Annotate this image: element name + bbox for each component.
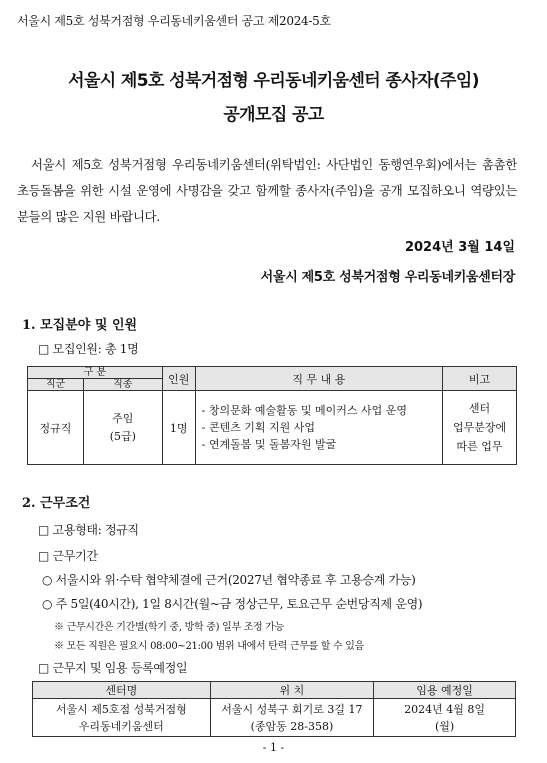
col-gubun: 구 분 [28,367,163,379]
announcement-date: 2024년 3월 14일 [404,240,515,255]
intro-text: 서울시 제5호 성북거점형 우리동네키움센터(위탁법인: 사단법인 동행연우회)에서는 촘촘한 초등돌봄을 위한 시설 운영에 사명감을 갖고 함께할 종사자(주임)을 공개 모집하오니 역량있는 분들의 많은 지원 바랍니다. [17,157,517,224]
note-item: ※ 모든 직원은 필요시 08:00~21:00 범위 내에서 탄력 근무를 할 수 있음 [54,641,365,652]
employment-type: □ 고용형태: 정규직 [38,523,139,537]
col-duties: 직 무 내 용 [195,367,442,391]
page-number: - 1 - [262,741,285,754]
cell-remarks [443,391,517,465]
date-line: (월) [435,719,455,733]
address-line: (종암동 28-358) [250,719,334,733]
col-date: 임용 예정일 [374,682,516,699]
note-item: ※ 근무시간은 기간별(학기 중, 방학 중) 일부 조정 가능 [54,622,285,633]
cell-jikgun: 정규직 [28,391,84,465]
intro-paragraph [17,152,517,230]
date-line: 2024년 4월 8일 [404,702,486,716]
remark-line: 따른 업무 [456,440,503,453]
remark-line: 센터 [468,402,491,415]
duty-item: - 콘텐츠 기획 지원 사업 [201,421,316,434]
remark-line: 업무분장에 [452,421,507,434]
col-location: 위 치 [210,682,374,699]
cell-center [33,699,211,737]
period-item: ○ 주 5일(40시간), 1일 8시간(월~금 정상근무, 토요근무 순번당직제 운영) [42,597,423,611]
duty-item: - 창의문화 예술활동 및 메이커스 사업 운영 [201,404,408,417]
cell-date [374,699,516,737]
cell-location [210,699,374,737]
page-subtitle: 공개모집 공고 [223,105,324,125]
address-line: 서울시 성북구 회기로 3길 17 [221,702,363,716]
center-name-line: 서울시 제5호점 성북거점형 [55,702,187,716]
col-jikgun: 직군 [28,379,84,391]
cell-duties [195,391,442,465]
col-center: 센터명 [33,682,211,699]
jikjong-title: 주임 [112,411,134,425]
recruit-count: □ 모집인원: 총 1명 [38,342,139,356]
document-header: 서울시 제5호 성북거점형 우리동네키움센터 공고 제2024-5호 [17,14,331,28]
location-heading: □ 근무지 및 임용 등록예정일 [38,661,188,675]
cell-inwon: 1명 [162,391,195,465]
issuer-name: 서울시 제5호 성북거점형 우리동네키움센터장 [260,270,515,285]
center-name-line: 우리동네키움센터 [78,719,164,733]
section2-title: 2. 근무조건 [22,496,91,511]
recruitment-table [27,366,517,465]
page-title: 서울시 제5호 성북거점형 우리동네키움센터 종사자(주임) [68,71,479,91]
period-item: ○ 서울시와 위·수탁 협약체결에 근거(2027년 협약종료 후 고용승계 가능) [42,573,416,587]
location-table [32,681,516,737]
col-remarks: 비고 [443,367,517,391]
cell-jikjong [83,391,162,465]
col-jikjong: 직종 [83,379,162,391]
duty-item: - 연계돌봄 및 돌봄자원 발굴 [201,438,337,451]
period-heading: □ 근무기간 [38,549,98,563]
section1-title: 1. 모집분야 및 인원 [22,318,138,333]
col-inwon: 인원 [162,367,195,391]
jikjong-grade: (5급) [109,429,136,443]
